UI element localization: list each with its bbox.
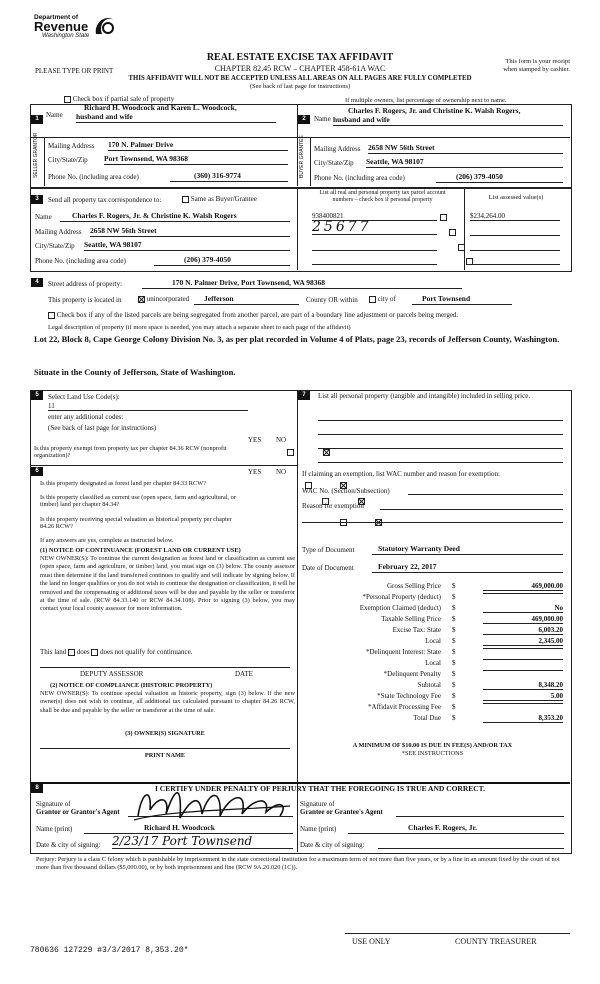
grantee-signature-label2: Grantee or Grantee's Agent [300, 808, 383, 816]
land-use-label: Select Land Use Code(s): [48, 393, 120, 401]
grantor-date-city[interactable]: 2/23/17 Port Townsend [112, 834, 293, 849]
form-title: REAL ESTATE EXCISE TAX AFFIDAVIT [206, 52, 394, 63]
tax-row-currency: $ [452, 593, 456, 601]
corr-name[interactable]: Charles F. Rogers, Jr. & Christine K. Walsh Rogers [60, 212, 290, 222]
cashier-stamp: 780636 127229 #3/3/2017 8,353.20* [30, 946, 189, 955]
land-qualify-row [40, 648, 192, 656]
property-county[interactable]: Jefferson [194, 295, 299, 305]
grantor-signature-label1: Signature of [36, 800, 71, 808]
buyer-mailing-label: Mailing Address [314, 145, 361, 153]
tax-row-value[interactable]: 8,348.20 [483, 681, 563, 690]
notice-continuance-text: NEW OWNER(S): To continue the current designation as forest land or classification as current use (open space, farm and agriculture, or timber) land, you must sign on (3) below. The county assessor must then determine if the land transferred continues to qualify and will indicate by signing below. If the land no longer qualifies or you do not wish to continue the designation or classification, it will be removed and the compensating or additional taxes will be due and payable by the seller or transferor at the time of sale. (RCW 84.33.140 or RCW 84.34.108). Prior to signing (3) below, you may contact your local county assessor for more information. [40, 555, 295, 613]
tax-row-label: Local [425, 637, 441, 645]
same-as-buyer-row [182, 195, 257, 203]
land-does-label: does [76, 648, 90, 656]
tax-row-value[interactable]: 8,353.20 [483, 714, 563, 723]
section-6-number: 6 [31, 467, 43, 476]
city-of-row [369, 295, 396, 303]
tax-row-label: Total Due [413, 714, 441, 722]
tax-row-value[interactable] [483, 648, 563, 649]
perjury-notice: Perjury: Perjury is a class C felony which is punishable by imprisonment in the state correctional institution for a maximum term of not more than five years, or by a fine in an amount fixed by the court of not more than five thousand dollars ($5,000.00), or by both imprisonment and fine (RCW 9A.20.020 (1C)). [36, 856, 560, 872]
exempt-yes-checkbox[interactable] [287, 449, 294, 456]
tax-row-currency: $ [452, 692, 456, 700]
tax-row-label: *Delinquent Interest: State [365, 648, 441, 656]
corr-name-label: Name [35, 213, 52, 221]
segregated-checkbox[interactable] [48, 312, 55, 319]
doc-date[interactable]: February 22, 2017 [372, 563, 563, 573]
tax-row-currency: $ [452, 703, 456, 711]
tax-row-currency: $ [452, 615, 456, 623]
seller-name-line2[interactable]: husband and wife [76, 113, 276, 123]
buyer-mailing[interactable]: 2658 NW 56th Street [368, 144, 563, 154]
buyer-name-line1[interactable]: Charles F. Rogers, Jr. and Christine K. Walsh Rogers, [348, 106, 521, 115]
parcel-3-checkbox[interactable] [458, 244, 465, 251]
corr-mailing-label: Mailing Address [35, 228, 82, 236]
assessed-1[interactable]: $234,264.00 [470, 212, 560, 221]
buyer-phone[interactable]: (206) 379-4050 [436, 173, 563, 183]
land-does-not-checkbox[interactable] [91, 649, 98, 656]
corr-city-label: City/State/Zip [35, 242, 75, 250]
seller-city[interactable]: Port Townsend, WA 98368 [104, 155, 288, 165]
personal-property-label: List all personal property (tangible and intangible) included in selling price. [318, 392, 531, 400]
tax-row [300, 714, 563, 725]
logo-swoosh-icon [92, 14, 118, 38]
parcel-1[interactable]: 938400821 [312, 212, 437, 221]
partial-sale-row [64, 95, 174, 103]
seller-mailing-label: Mailing Address [48, 142, 95, 150]
property-street[interactable]: 170 N. Palmer Drive, Port Townsend, WA 98368 [142, 279, 462, 289]
tax-row [300, 604, 563, 615]
buyer-phone-label: Phone No. (including area code) [314, 174, 405, 182]
parcel-header2: numbers – check box if personal property [332, 197, 433, 203]
tax-row-value[interactable]: 5.00 [483, 692, 563, 701]
tax-row [300, 582, 563, 593]
tax-row-currency: $ [452, 626, 456, 634]
certify-text: I CERTIFY UNDER PENALTY OF PERJURY THAT THE FOREGOING IS TRUE AND CORRECT. [154, 784, 485, 793]
same-as-buyer-checkbox[interactable] [182, 196, 189, 203]
grantor-signature-label2: Grantor or Grantor's Agent [36, 808, 120, 816]
s5-yes: YES [248, 436, 262, 444]
logo-line2: Revenue [34, 19, 89, 35]
grantor-name-label: Name (print) [36, 825, 73, 833]
see-instructions-note: *SEE INSTRUCTIONS [401, 750, 464, 757]
segregated-row [48, 311, 458, 319]
dor-logo [34, 14, 124, 40]
reason-label: Reason for exemption [302, 502, 364, 510]
print-name-label: PRINT NAME [144, 752, 186, 759]
assessed-header: List assessed value(s) [488, 194, 544, 201]
corr-phone[interactable]: (206) 379-4050 [154, 256, 290, 266]
seller-city-label: City/State/Zip [48, 156, 88, 164]
s6-no: NO [276, 468, 287, 476]
current-use-question: Is this property classified as current use (open space, farm and agricultural, or timber) land per chapter 84.34? [40, 494, 236, 509]
grantor-date-label: Date & city of signing: [36, 841, 101, 849]
county-or-label: County OR within [306, 296, 358, 304]
land-does-checkbox[interactable] [68, 649, 75, 656]
parcel-header1: List all real and personal property tax parcel account [319, 190, 446, 196]
tax-row-value[interactable] [483, 703, 563, 704]
this-land-label: This land [40, 648, 67, 656]
tax-row-value[interactable]: No [483, 604, 563, 613]
seller-name-line1[interactable]: Richard H. Woodcock and Karen L. Woodcock, [84, 103, 237, 112]
tax-row-currency: $ [452, 604, 456, 612]
buyer-name-line2[interactable]: husband and wife [333, 116, 563, 126]
tax-row-value[interactable]: 2,345.00 [483, 637, 563, 646]
doc-type-label: Type of Document [302, 546, 355, 554]
tax-row-label: *Affidavit Processing Fee [368, 703, 441, 711]
city-of-label: city of [377, 295, 396, 303]
land-use-see-back: (See back of last page for instructions) [48, 424, 157, 432]
unincorporated-label: unincorporated [146, 295, 190, 303]
tax-row-value[interactable] [483, 593, 563, 594]
tax-row-currency: $ [452, 670, 456, 678]
buyer-city[interactable]: Seattle, WA 98107 [366, 158, 563, 168]
section-8-number: 8 [31, 784, 43, 793]
corr-phone-label: Phone No. (including area code) [35, 257, 126, 265]
tax-row-currency: $ [452, 714, 456, 722]
doc-type[interactable]: Statutory Warranty Deed [372, 545, 563, 555]
multiple-owners-note: If multiple owners, list percentage of ownership next to name. [345, 97, 507, 104]
form-subtitle: CHAPTER 82.45 RCW – CHAPTER 458-61A WAC [214, 64, 386, 73]
corr-mailing[interactable]: 2658 NW 56th Street [90, 227, 290, 237]
property-city[interactable]: Port Townsend [412, 295, 512, 305]
buyer-name-label: Name [314, 115, 331, 123]
notice-compliance-title: (2) NOTICE OF COMPLIANCE (HISTORIC PROPERTY) [50, 682, 213, 689]
tax-row [300, 637, 563, 648]
s5-no: NO [276, 436, 287, 444]
grantee-name[interactable]: Charles F. Rogers, Jr. [348, 824, 564, 834]
unincorporated-checkbox[interactable] [138, 296, 145, 303]
tax-row [300, 659, 563, 670]
seller-phone[interactable]: (360) 316-9774 [170, 172, 288, 182]
wac-label: WAC No. (Section/Subsection) [302, 487, 390, 495]
notice-continuance-title: (1) NOTICE OF CONTINUANCE (FOREST LAND OR CURRENT USE) [40, 547, 241, 554]
tax-row-currency: $ [452, 637, 456, 645]
tax-row-currency: $ [452, 681, 456, 689]
tax-row-label: *Personal Property (deduct) [362, 593, 441, 601]
tax-row-currency: $ [452, 659, 456, 667]
grantor-name[interactable]: Richard H. Woodcock [84, 824, 293, 834]
partial-sale-checkbox[interactable] [64, 96, 71, 103]
assessor-date-label: DATE [235, 670, 253, 678]
tax-row-label: *Delinquent Penalty [383, 670, 441, 678]
tax-row [300, 703, 563, 714]
parcel-2-checkbox[interactable] [449, 229, 456, 236]
tax-row [300, 593, 563, 604]
grantee-signature-label1: Signature of [300, 800, 335, 808]
form-warning: THIS AFFIDAVIT WILL NOT BE ACCEPTED UNLESS ALL AREAS ON ALL PAGES ARE FULLY COMPLETED [128, 75, 472, 82]
tax-row-value[interactable] [483, 670, 563, 671]
tax-row-label: Excise Tax: State [392, 626, 441, 634]
tax-row-label: Exemption Claimed (deduct) [359, 604, 441, 612]
additional-codes-label: enter any additional codes: [48, 413, 124, 421]
legal-description[interactable]: Lot 22, Block 8, Cape George Colony Division No. 3, as per plat recorded in Volume 4 of Plats, page 23, records of Jefferson County, Washington. [34, 334, 560, 344]
buyer-city-label: City/State/Zip [314, 159, 354, 167]
logo-line1: Department of [34, 14, 79, 21]
grantee-name-label: Name (print) [300, 825, 337, 833]
partial-sale-label: Check box if partial sale of property [72, 95, 175, 103]
land-does-not-label: does not qualify for continuance. [100, 648, 193, 656]
city-of-checkbox[interactable] [369, 296, 376, 303]
section-5-number: 5 [31, 391, 43, 400]
parcel-2-handwritten[interactable]: 25677 [312, 220, 437, 235]
section-3-number: 3 [31, 195, 43, 204]
tax-row [300, 648, 563, 659]
tax-row-value[interactable]: 469,000.00 [483, 615, 563, 624]
county-treasurer-label: COUNTY TREASURER [455, 937, 537, 946]
send-correspondence-label: Send all property tax correspondence to: [48, 196, 162, 204]
seller-grantor-vertical: SELLER GRANTOR [33, 132, 39, 178]
tax-row [300, 692, 563, 703]
s6-yes: YES [248, 468, 262, 476]
historic-question: Is this property receiving special valuation as historical property per chapter 84.26 RCW? [40, 516, 232, 531]
legal-label: Legal description of property (if more space is needed, you may attach a separate sheet to each page of the affidavit) [48, 324, 351, 331]
owner-signature-label: (3) OWNER(S) SIGNATURE [125, 730, 205, 737]
tax-row-value[interactable]: 6,003.20 [483, 626, 563, 635]
tax-row-label: *State Technology Fee [377, 692, 441, 700]
seller-name-label: Name [46, 111, 63, 119]
located-label: This property is located in [48, 296, 122, 304]
if-yes-note: If any answers are yes, complete as instructed below. [40, 537, 174, 544]
tax-row [300, 681, 563, 692]
tax-row [300, 670, 563, 681]
receipt-note1: This form is your receipt [505, 58, 570, 65]
logo-line3: Washington State [42, 33, 90, 40]
segregated-label: Check box if any of the listed parcels are being segregated from another parcel, are part of a boundary line adjustment or parcels being merged. [56, 311, 459, 319]
deputy-assessor-label: DEPUTY ASSESSOR [80, 670, 144, 678]
section-1-number: 1 [31, 115, 43, 124]
tax-row-currency: $ [452, 648, 456, 656]
tax-table [300, 582, 563, 725]
tax-row-label: Gross Selling Price [386, 582, 441, 590]
buyer-grantee-vertical: BUYER GRANTEE [299, 135, 305, 178]
doc-date-label: Date of Document [302, 564, 354, 572]
please-type: PLEASE TYPE OR PRINT [35, 67, 114, 75]
tax-row-label: Taxable Selling Price [381, 615, 441, 623]
forest-question: Is this property designated as forest land per chapter 84.33 RCW? [40, 480, 206, 487]
use-only-label: USE ONLY [352, 937, 391, 946]
unincorporated-row [138, 295, 189, 303]
tax-row-value[interactable]: 469,000.00 [483, 582, 563, 591]
tax-row-currency: $ [452, 582, 456, 590]
corr-city[interactable]: Seattle, WA 98107 [84, 241, 290, 251]
situate-text[interactable]: Situate in the County of Jefferson, State of Washington. [34, 367, 236, 377]
seller-phone-label: Phone No. (including area code) [48, 173, 139, 181]
section-7-number: 7 [298, 391, 310, 400]
tax-row-value[interactable] [483, 659, 563, 660]
section-2-number: 2 [298, 115, 310, 124]
exemption-label: If claiming an exemption, list WAC number and reason for exemption: [302, 470, 500, 478]
section-4-number: 4 [31, 278, 43, 287]
grantee-date-label: Date & city of signing: [300, 841, 365, 849]
notice-compliance-text: NEW OWNER(S): To continue special valuation as historic property, sign (3) below. If the new owner(s) does not wish to continue, all additional tax calculated pursuant to chapter 84.26 RCW, shall be due and payable by the seller or transferor at the time of sale. [40, 690, 295, 714]
exempt-no-checkbox[interactable] [323, 449, 330, 456]
same-as-buyer-label: Same as Buyer/Grantee [190, 195, 257, 203]
see-back: (See back of last page for instructions) [249, 83, 351, 90]
tax-row [300, 615, 563, 626]
parcel-1-checkbox[interactable] [440, 214, 447, 221]
receipt-note2: when stamped by cashier. [503, 66, 570, 73]
seller-mailing[interactable]: 170 N. Palmer Drive [108, 141, 288, 151]
minimum-due-note: A MINIMUM OF $10.00 IS DUE IN FEE(S) AND/OR TAX [352, 742, 513, 749]
tax-row-label: Local [425, 659, 441, 667]
tax-row-label: Subtotal [417, 681, 441, 689]
land-use-code[interactable]: 11 [48, 402, 248, 411]
street-label: Street address of property: [48, 280, 123, 288]
exempt-question: Is this property exempt from property tax per chapter 84.36 RCW (nonprofit organization)? [34, 445, 227, 460]
tax-row [300, 626, 563, 637]
